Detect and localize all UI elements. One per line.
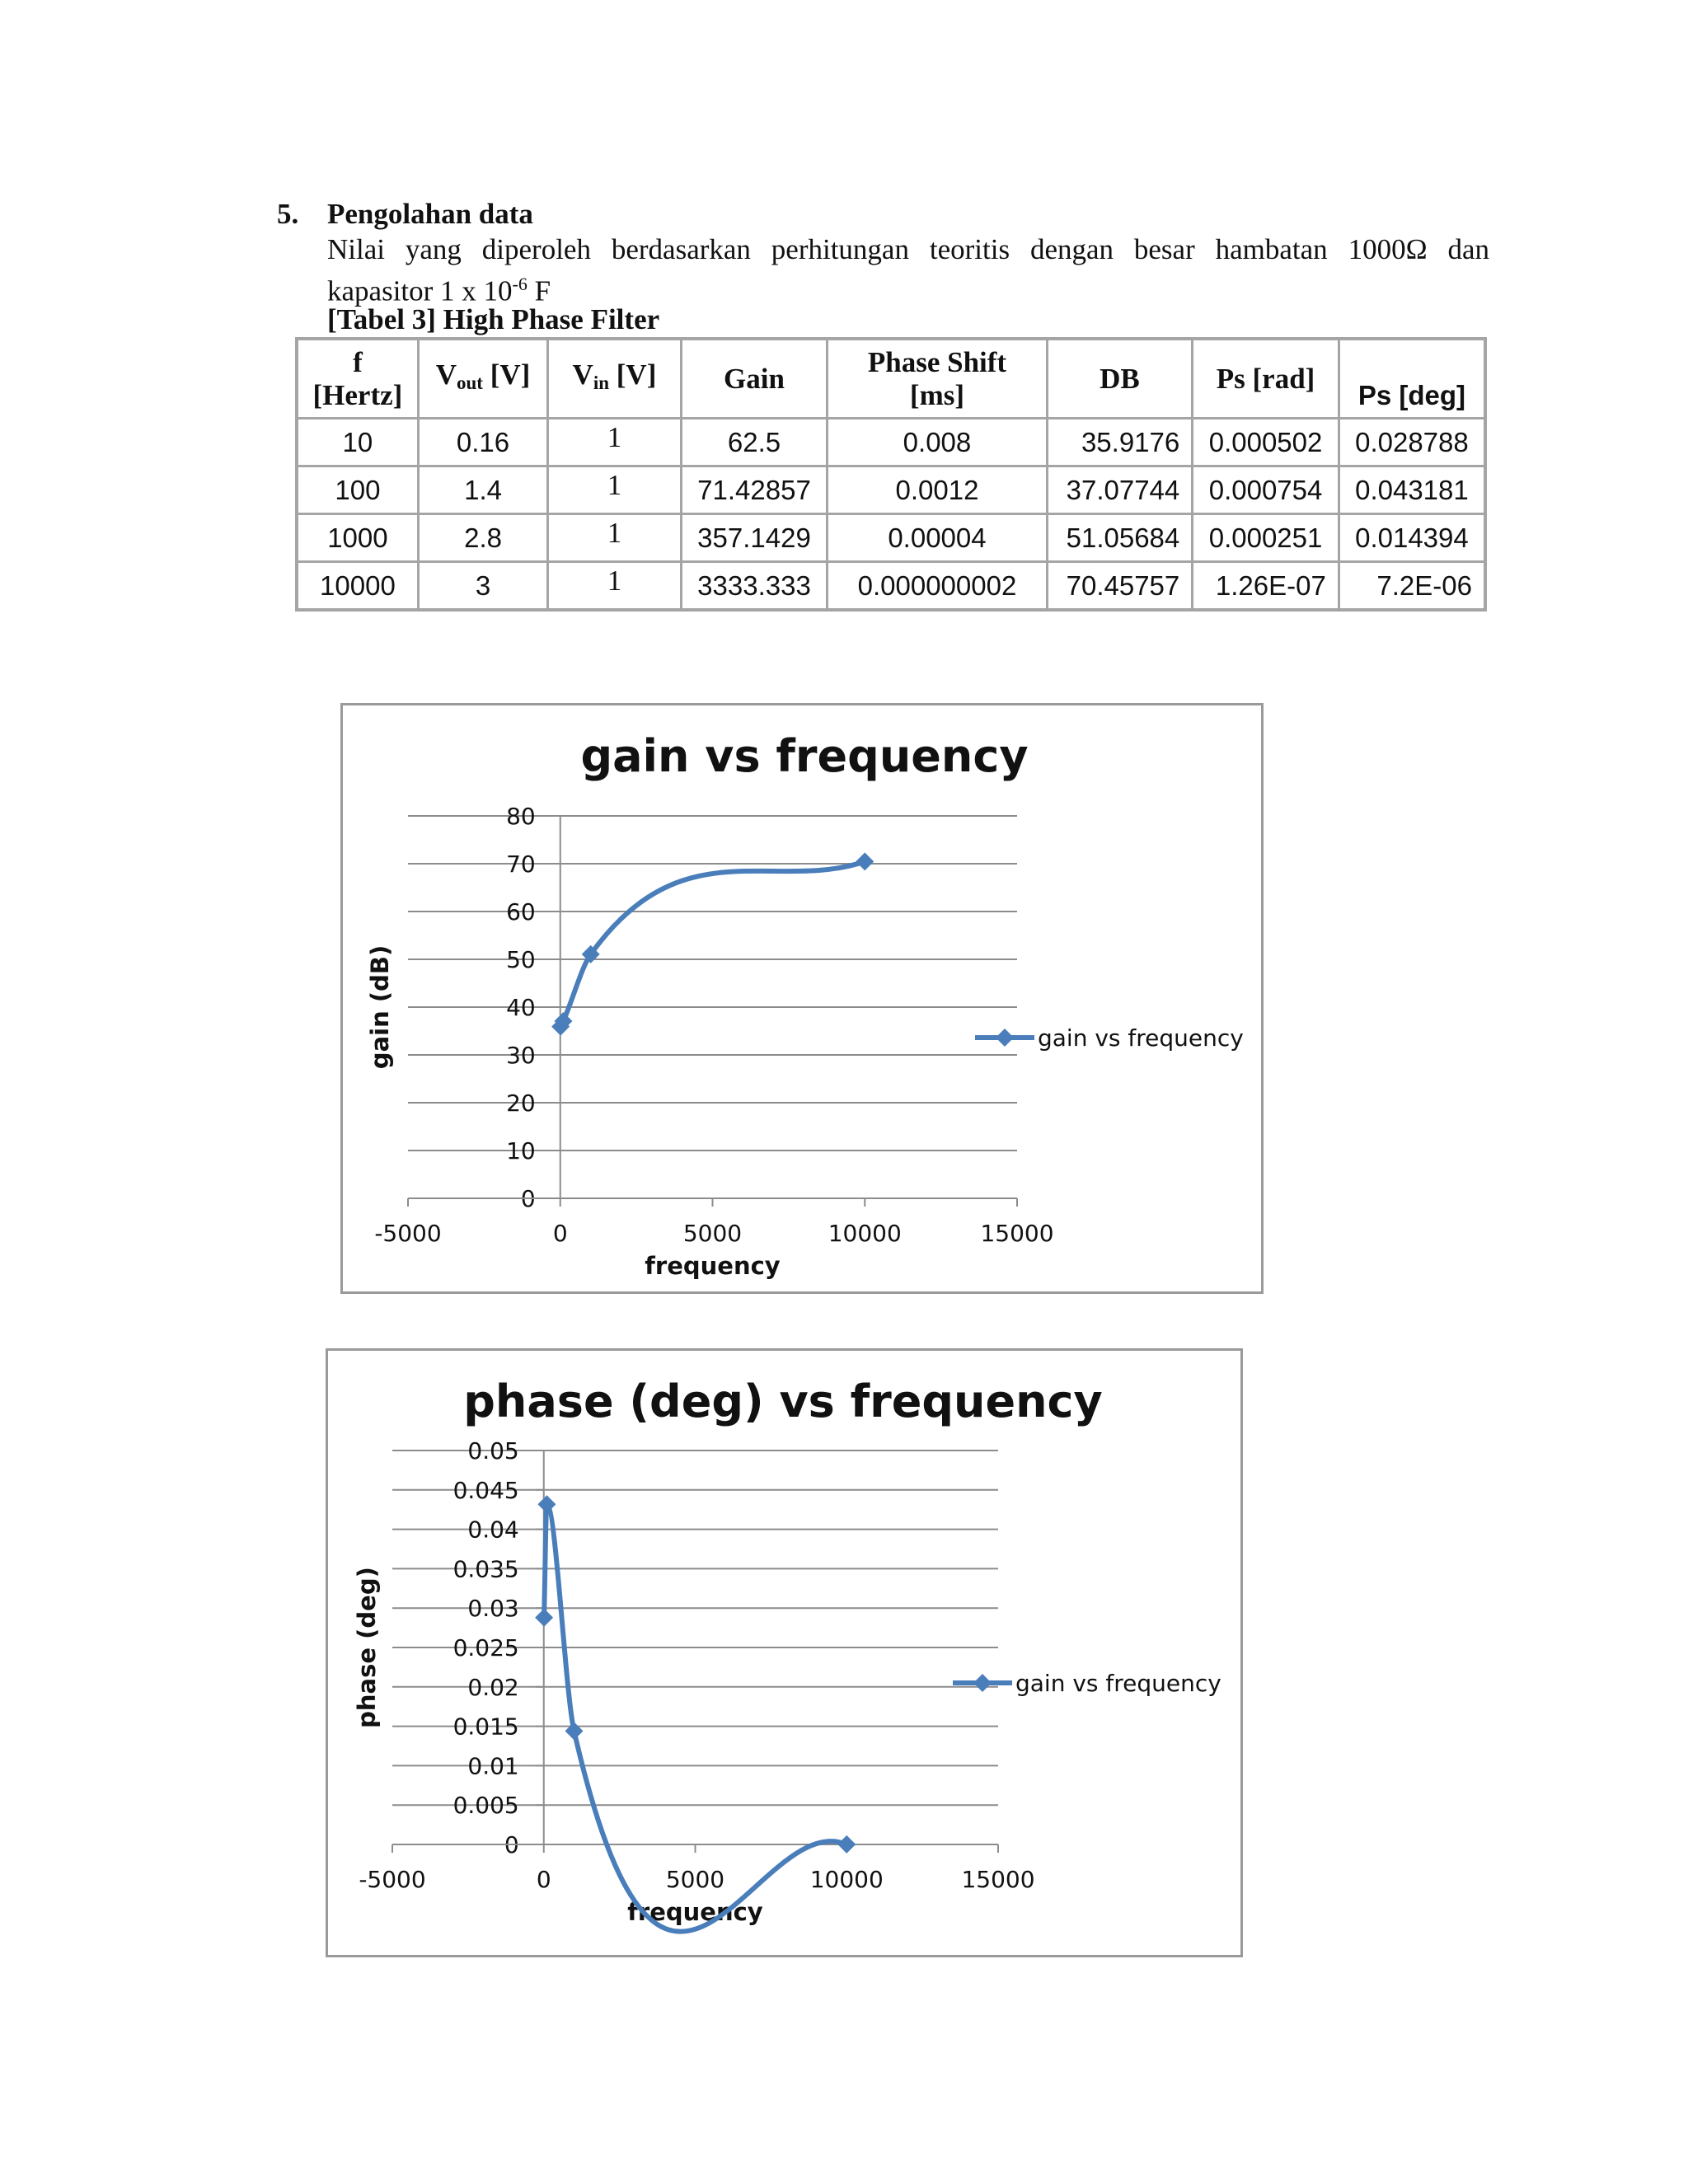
y-tick-label: 0.03 (467, 1595, 519, 1623)
cell-db: 37.07744 (1047, 466, 1193, 514)
y-tick-label: 40 (506, 994, 536, 1021)
cell-ps-deg: 0.014394 (1339, 514, 1485, 562)
header-vin: $V_{in}$ [V] (548, 339, 681, 419)
x-tick-label: 10000 (828, 1220, 902, 1247)
x-tick-label: 0 (552, 1220, 568, 1247)
section-heading (277, 198, 1489, 234)
paragraph-line-1: Nilai yang diperoleh berdasarkan perhitungan teoritis dengan besar hambatan 1000Ω dan (327, 233, 1489, 265)
y-axis-title: gain (dB) (366, 944, 394, 1070)
table-row (297, 514, 1485, 562)
y-tick-label: 0.04 (467, 1516, 519, 1544)
header-phase-shift: Phase Shift [ms] (828, 339, 1047, 419)
cell-gain: 62.5 (681, 419, 828, 466)
chart-title: phase (deg) vs frequency (463, 1376, 1103, 1427)
data-point (837, 1835, 856, 1854)
cell-phase: 0.0012 (828, 466, 1047, 514)
table-row (297, 466, 1485, 514)
table-row (297, 419, 1485, 466)
gain-chart (340, 703, 1264, 1294)
header-f: f [Hertz] (297, 339, 418, 419)
cell-vout: 0.16 (418, 419, 547, 466)
y-tick-label: 0.045 (452, 1476, 519, 1504)
y-tick-label: 0.035 (452, 1555, 519, 1583)
cell-ps-rad: 0.000251 (1193, 514, 1339, 562)
header-gain: Gain (681, 339, 828, 419)
cell-vin: 1 (548, 466, 681, 514)
x-tick-label: 5000 (665, 1866, 725, 1893)
cell-vout: 3 (418, 562, 547, 611)
y-tick-label: 70 (506, 851, 536, 878)
cell-f: 100 (297, 466, 418, 514)
cell-db: 70.45757 (1047, 562, 1193, 611)
legend-label: gain vs frequency (1038, 1024, 1244, 1052)
y-tick-label: 0 (520, 1185, 536, 1212)
header-vout: $V_{out}$ [V] (418, 339, 547, 419)
paragraph-line-2-prefix: kapasitor 1 x 10 (327, 274, 513, 307)
cell-ps-rad: 0.000754 (1193, 466, 1339, 514)
y-tick-label: 60 (506, 898, 536, 926)
cell-gain: 71.42857 (681, 466, 828, 514)
cell-ps-deg: 7.2E-06 (1339, 562, 1485, 611)
data-point (565, 1722, 584, 1740)
x-tick-label: 10000 (809, 1866, 884, 1893)
y-axis-title: phase (deg) (353, 1567, 381, 1728)
cell-ps-rad: 1.26E-07 (1193, 562, 1339, 611)
x-tick-label: 15000 (980, 1220, 1054, 1247)
cell-vin: 1 (548, 562, 681, 611)
y-tick-label: 0.005 (452, 1792, 519, 1820)
cell-ps-deg: 0.028788 (1339, 419, 1485, 466)
series-line (560, 861, 865, 1026)
table-header-row (297, 339, 1485, 419)
y-tick-label: 0.02 (467, 1673, 519, 1701)
x-tick-label: -5000 (374, 1220, 442, 1247)
y-tick-label: 0.015 (452, 1713, 519, 1741)
data-table (295, 337, 1487, 612)
cell-f: 10000 (297, 562, 418, 611)
y-tick-label: 0 (504, 1831, 519, 1858)
data-point (856, 852, 874, 870)
x-axis-title: frequency (645, 1252, 781, 1280)
cell-phase: 0.000000002 (828, 562, 1047, 611)
x-tick-label: -5000 (359, 1866, 426, 1893)
header-ps-rad: Ps [rad] (1193, 339, 1339, 419)
paragraph-exponent: -6 (512, 274, 528, 294)
chart-svg (328, 1351, 1240, 1955)
cell-vin: 1 (548, 419, 681, 466)
paragraph-line-2-suffix: F (527, 274, 551, 307)
legend-label: gain vs frequency (1015, 1670, 1221, 1697)
cell-gain: 3333.333 (681, 562, 828, 611)
cell-db: 51.05684 (1047, 514, 1193, 562)
cell-ps-deg: 0.043181 (1339, 466, 1485, 514)
x-axis-title: frequency (627, 1898, 763, 1926)
cell-phase: 0.00004 (828, 514, 1047, 562)
legend-marker (973, 1674, 992, 1692)
cell-phase: 0.008 (828, 419, 1047, 466)
table-caption: [Tabel 3] High Phase Filter (327, 303, 660, 335)
y-tick-label: 10 (506, 1137, 536, 1165)
chart-title: gain vs frequency (580, 730, 1029, 782)
cell-db: 35.9176 (1047, 419, 1193, 466)
table-row (297, 562, 1485, 611)
cell-ps-rad: 0.000502 (1193, 419, 1339, 466)
data-point (535, 1609, 553, 1627)
data-point (537, 1495, 556, 1513)
cell-f: 10 (297, 419, 418, 466)
y-tick-label: 50 (506, 946, 536, 973)
legend-marker (996, 1029, 1014, 1047)
cell-f: 1000 (297, 514, 418, 562)
y-tick-label: 0.025 (452, 1634, 519, 1661)
y-tick-label: 30 (506, 1042, 536, 1069)
cell-vout: 1.4 (418, 466, 547, 514)
y-tick-label: 0.01 (467, 1752, 519, 1780)
header-db: DB (1047, 339, 1193, 419)
cell-vout: 2.8 (418, 514, 547, 562)
y-tick-label: 80 (506, 803, 536, 830)
x-tick-label: 15000 (961, 1866, 1035, 1893)
y-tick-label: 0.05 (467, 1437, 519, 1465)
x-tick-label: 0 (536, 1866, 551, 1893)
x-tick-label: 5000 (682, 1220, 743, 1247)
chart-svg (343, 705, 1261, 1291)
cell-gain: 357.1429 (681, 514, 828, 562)
section-number: 5. (277, 198, 299, 230)
header-ps-deg: Ps [deg] (1339, 339, 1485, 419)
section-title: Pengolahan data (327, 198, 533, 230)
y-tick-label: 20 (506, 1090, 536, 1117)
phase-chart (326, 1348, 1243, 1957)
cell-vin: 1 (548, 514, 681, 562)
